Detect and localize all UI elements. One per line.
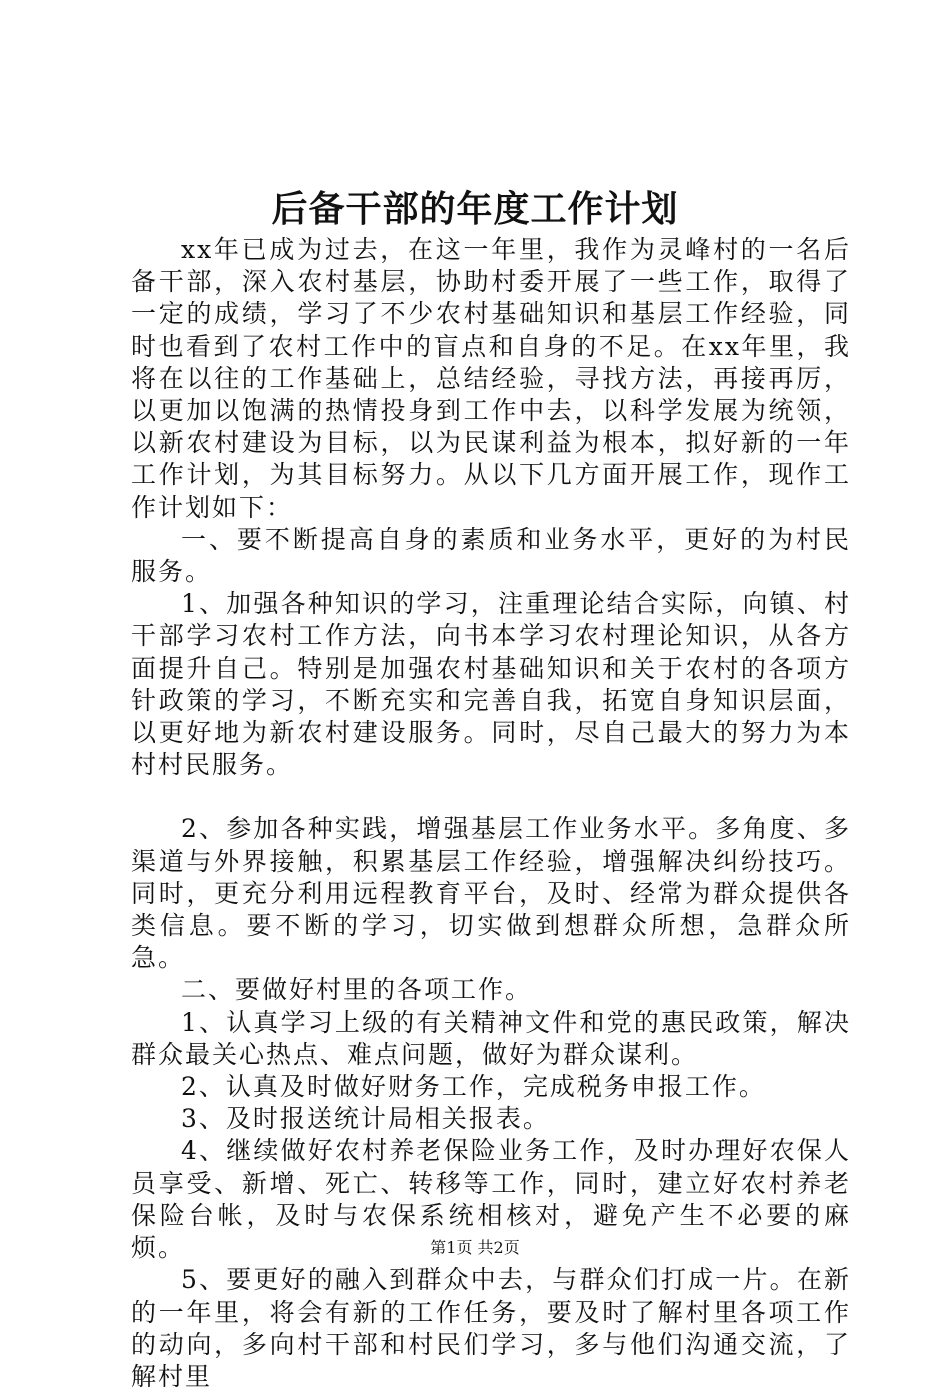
intro-paragraph: xx年已成为过去，在这一年里，我作为灵峰村的一名后备干部，深入农村基层，协助村委开展了一些工作，取得了一定的成绩，学习了不少农村基础知识和基层工作经验，同时也看到了农村工作中的盲点和自身的不足。在xx年里，我将在以往的工作基础上，总结经验，寻找方法，再接再厉，以更加以饱满的热情投身到工作中去，以科学发展为统领，以新农村建设为目标，以为民谋利益为根本，拟好新的一年工作计划，为其目标努力。从以下几方面开展工作，现作工作计划如下： [131, 235, 851, 522]
document-body [131, 234, 851, 1393]
section-two-item-2: 2、认真及时做好财务工作，完成税务申报工作。 [181, 1072, 766, 1102]
section-two-item-5: 5、要更好的融入到群众中去，与群众们打成一片。在新的一年里，将会有新的工作任务，要及时了解村里各项工作的动向，多向村干部和村民们学习，多与他们沟通交流，了解村里 [131, 1265, 851, 1391]
section-two-item-4: 4、继续做好农村养老保险业务工作，及时办理好农保人员享受、新增、死亡、转移等工作，同时，建立好农村养老保险台帐，及时与农保系统相核对，避免产生不必要的麻烦。 [131, 1136, 851, 1263]
section-two-item-1: 1、认真学习上级的有关精神文件和党的惠民政策，解决群众最关心热点、难点问题，做好为群众谋利。 [131, 1007, 851, 1069]
section-two-item-3: 3、及时报送统计局相关报表。 [181, 1104, 550, 1134]
section-one-heading: 一、要不断提高自身的素质和业务水平，更好的为村民服务。 [131, 524, 851, 587]
document-title: 后备干部的年度工作计划 [271, 188, 679, 230]
section-one-item-2: 2、参加各种实践，增强基层工作业务水平。多角度、多渠道与外界接触，积累基层工作经验，增强解决纠纷技巧。同时，更充分利用远程教育平台，及时、经常为群众提供各类信息。要不断的学习，切实做到想群众所想，急群众所急。 [131, 814, 851, 973]
section-one-item-1: 1、加强各种知识的学习，注重理论结合实际，向镇、村干部学习农村工作方法，向书本学习农村理论知识，从各方面提升自己。特别是加强农村基础知识和关于农村的各项方针政策的学习，不断充实和完善自我，拓宽自身知识层面，以更好地为新农村建设服务。同时，尽自己最大的努力为本村村民服务。 [131, 589, 851, 780]
page-number-footer: 第1页 共2页 [430, 1238, 520, 1257]
section-two-heading: 二、要做好村里的各项工作。 [181, 975, 533, 1005]
